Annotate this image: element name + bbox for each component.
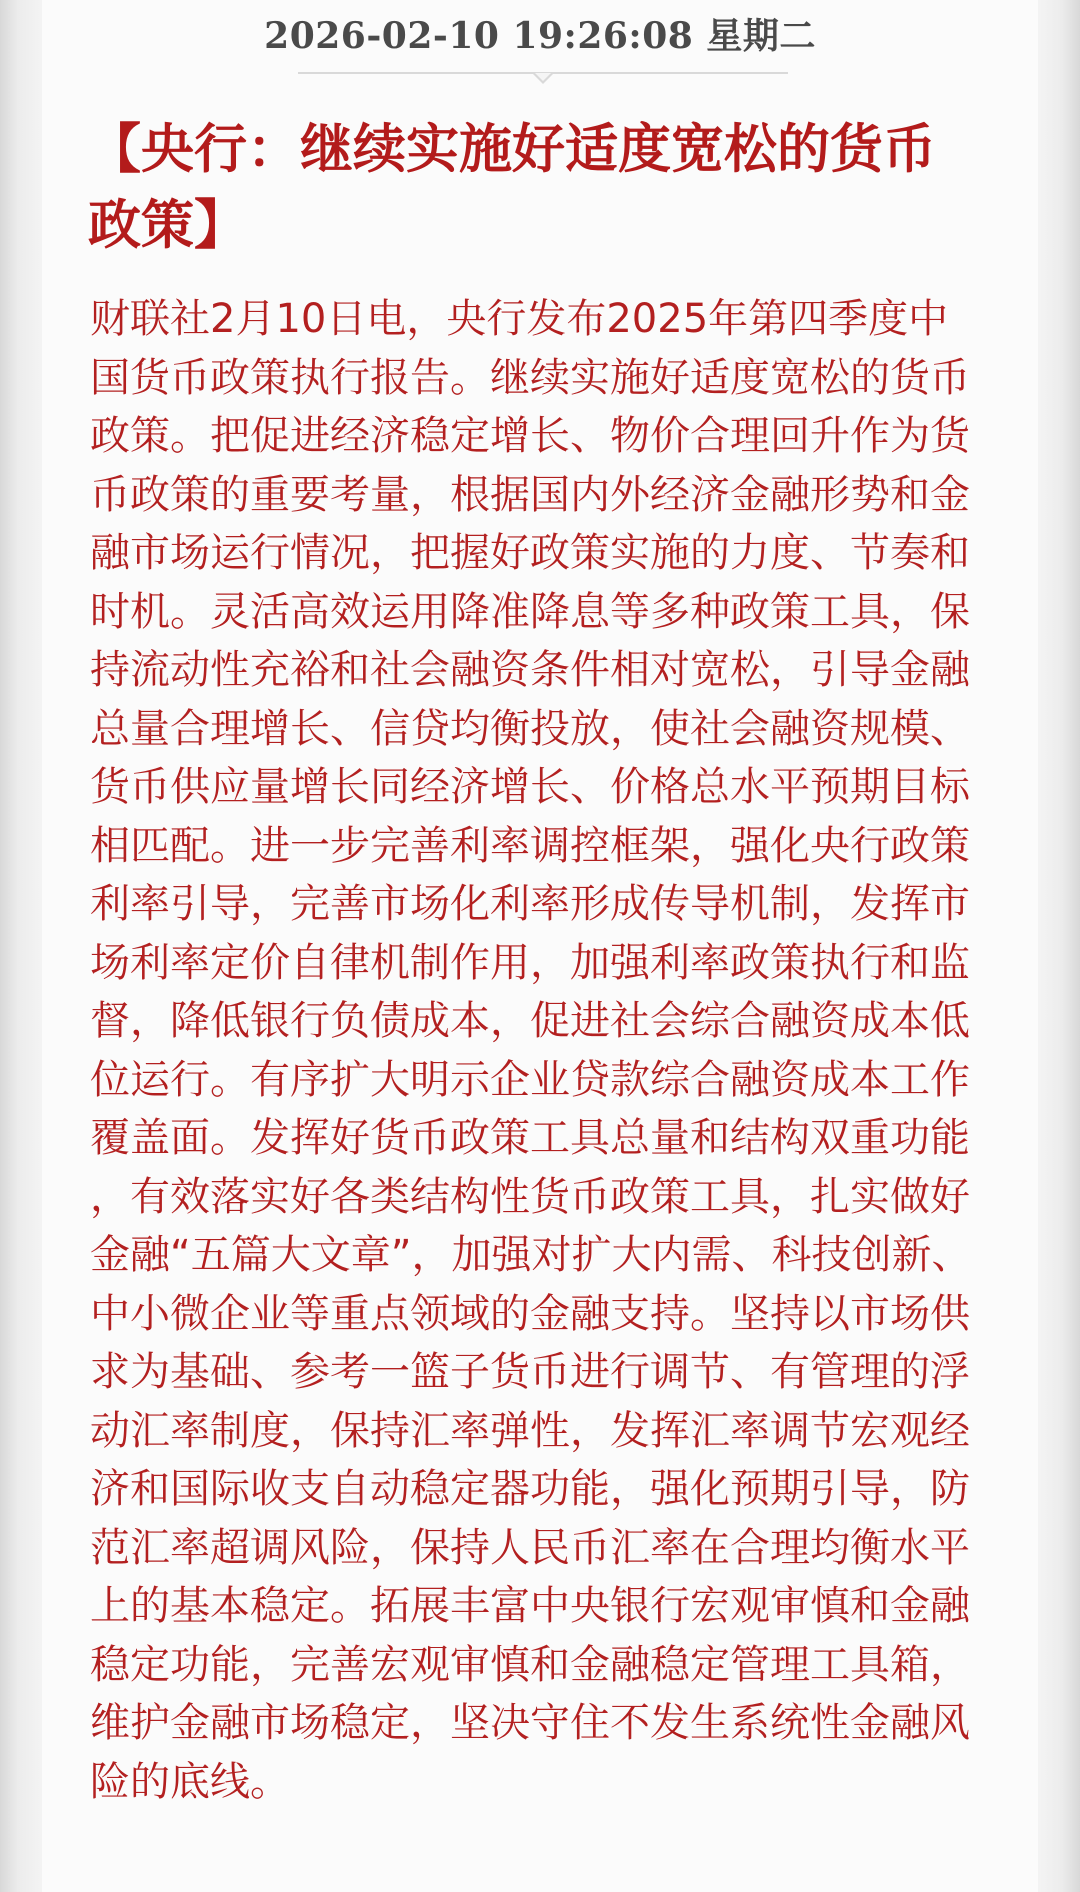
article-headline: 【央行：继续实施好适度宽松的货币政策】	[88, 119, 936, 256]
divider-notch-inner	[535, 73, 551, 81]
flash-timestamp: 2026-02-10 19:26:08 星期二	[264, 15, 816, 57]
article-body: 财联社2月10日电，央行发布2025年第四季度中国货币政策执行报告。继续实施好适度宽松的货币政策。把促进经济稳定增长、物价合理回升作为货币政策的重要考量，根据国内外经济金融形势和金融市场运行情况，把握好政策实施的力度、节奏和时机。灵活高效运用降准降息等多种政策工具，保持流动性充裕和社会融资条件相对宽松，引导金融总量合理增长、信贷均衡投放，使社会融资规模、货币供应量增长同经济增长、价格总水平预期目标相匹配。进一步完善利率调控框架，强化央行政策利率引导，完善市场化利率形成传导机制，发挥市场利率定价自律机制作用，加强利率政策执行和监督，降低银行负债成本，促进社会综合融资成本低位运行。有序扩大明示企业贷款综合融资成本工作覆盖面。发挥好货币政策工具总量和结构双重功能，有效落实好各类结构性货币政策工具，扎实做好金融“五篇大文章”，加强对扩大内需、科技创新、中小微企业等重点领域的金融支持。坚持以市场供求为基础、参考一篮子货币进行调节、有管理的浮动汇率制度，保持汇率弹性，发挥汇率调节宏观经济和国际收支自动稳定器功能，强化预期引导，防范汇率超调风险，保持人民币汇率在合理均衡水平上的基本稳定。拓展丰富中央银行宏观审慎和金融稳定功能，完善宏观审慎和金融稳定管理工具箱，维护金融市场稳定，坚决守住不发生系统性金融风险的底线。	[90, 296, 972, 1805]
